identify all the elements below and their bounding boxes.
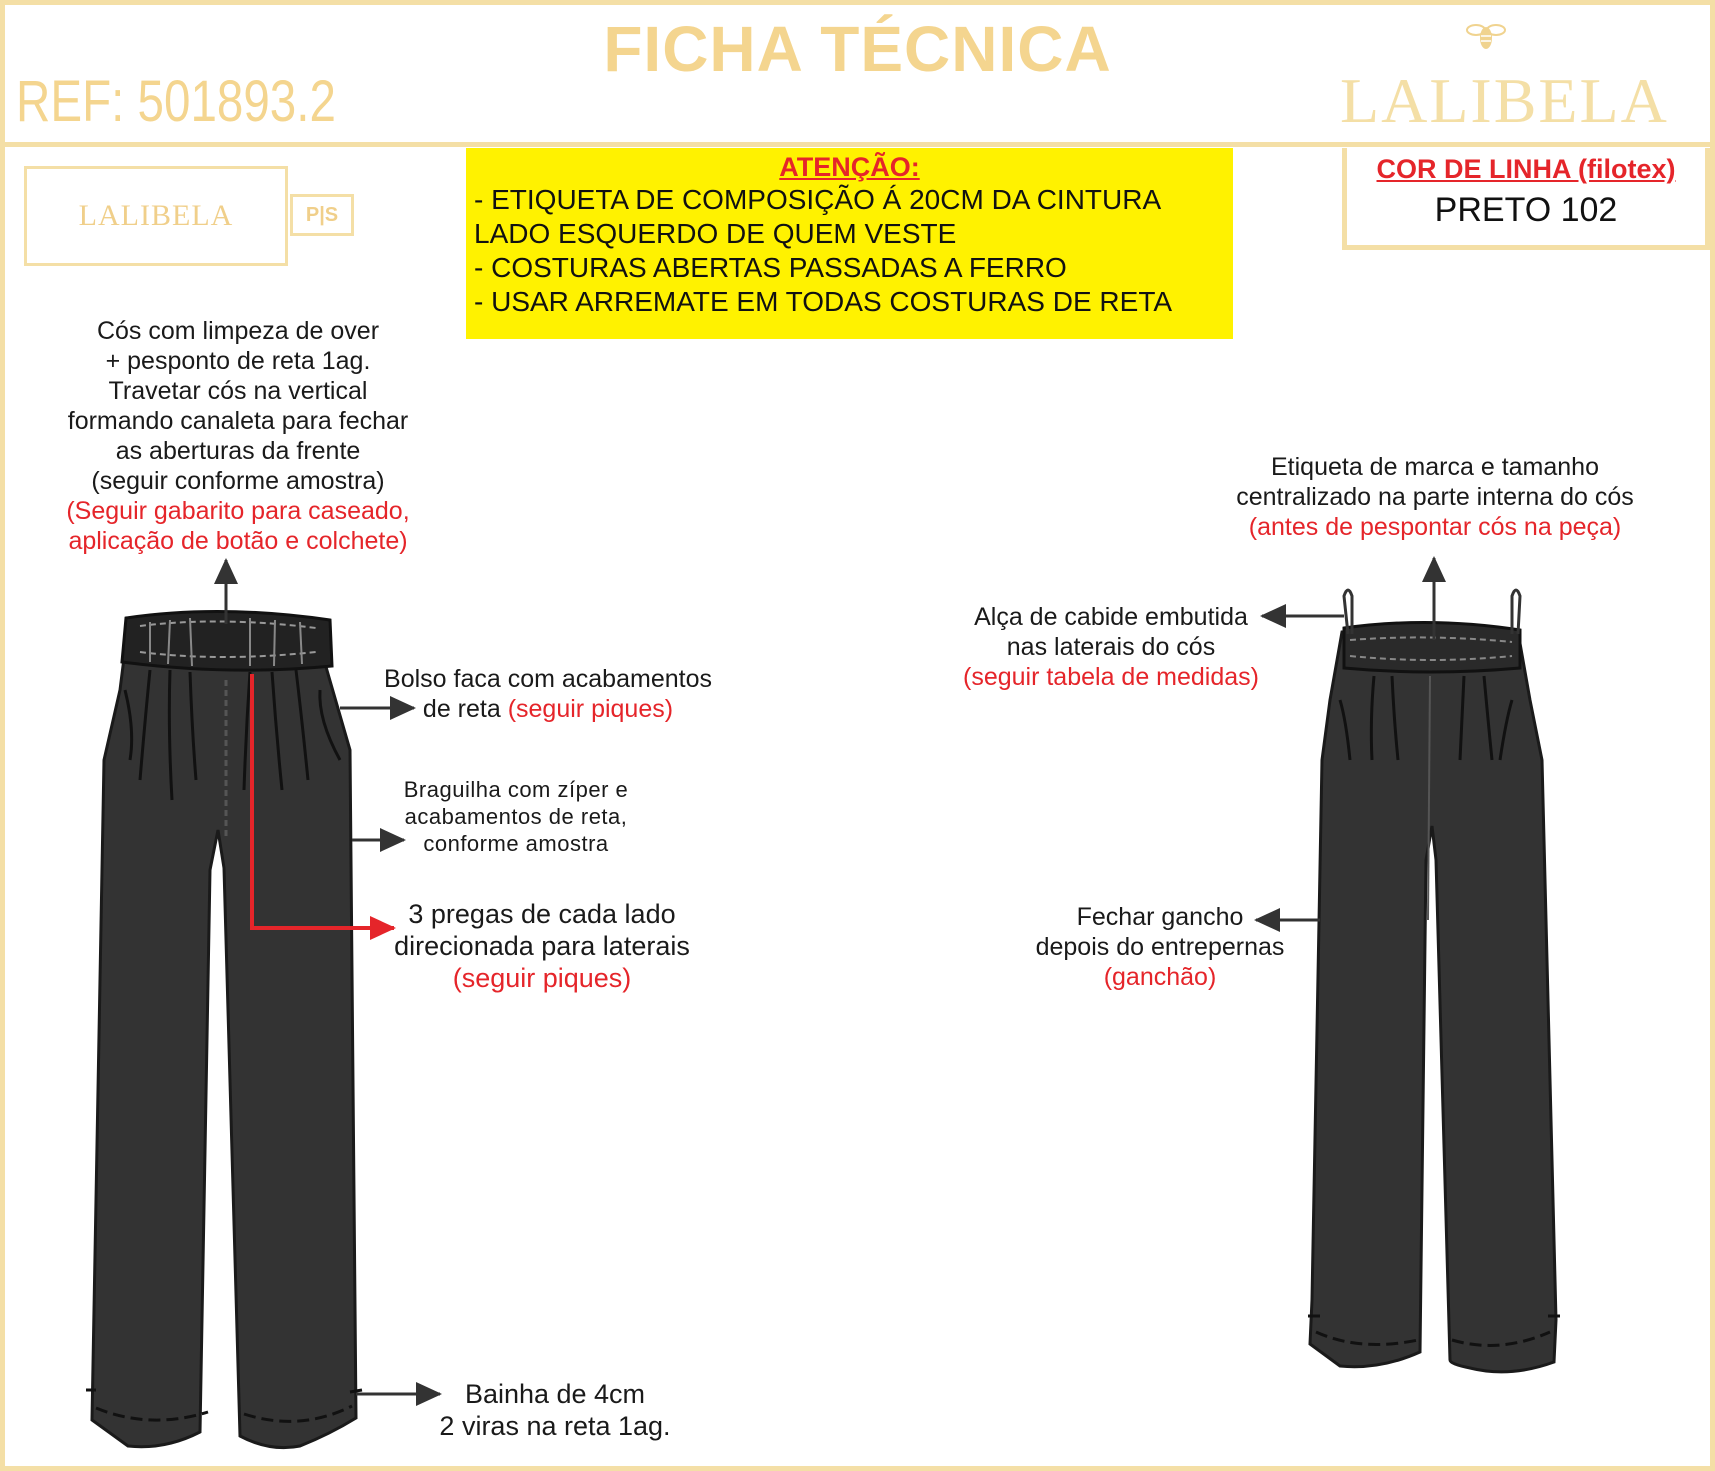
note-line: (seguir conforme amostra) — [91, 467, 385, 495]
note-line: 2 viras na reta 1ag. — [439, 1411, 671, 1441]
note-line: Alça de cabide embutida — [974, 603, 1248, 631]
note-line: Fechar gancho — [1076, 903, 1244, 931]
note-line: as aberturas da frente — [115, 437, 361, 465]
note-line: Travetar cós na vertical — [108, 377, 368, 405]
note-line-red: (seguir tabela de medidas) — [963, 663, 1259, 691]
note-line-red: (ganchão) — [1103, 963, 1217, 991]
reference-number: REF: 501893.2 — [16, 69, 336, 134]
note-line: direcionada para laterais — [394, 931, 690, 961]
note-line: centralizado na parte interna do cós — [1236, 483, 1634, 511]
attention-title: ATENÇÃO: — [779, 152, 920, 182]
note-line: Cós com limpeza de over — [96, 317, 380, 345]
note-line-red: (Seguir gabarito para caseado, — [66, 497, 410, 525]
note-line-red: (seguir piques) — [452, 963, 632, 993]
note-line: conforme amostra — [423, 831, 609, 856]
note-text-red: (seguir piques) — [507, 695, 674, 723]
note-line: Etiqueta de marca e tamanho — [1271, 453, 1599, 481]
attention-line: - COSTURAS ABERTAS PASSADAS A FERRO — [474, 252, 1067, 283]
thread-color-title: COR DE LINHA (filotex) — [1376, 154, 1676, 184]
note-line: nas laterais do cós — [1006, 633, 1216, 661]
note-text: de reta — [422, 695, 508, 723]
label-brand-text: LALIBELA — [78, 199, 234, 232]
size-text: P|S — [305, 203, 339, 226]
note-line-red: aplicação de botão e colchete) — [68, 527, 408, 555]
note-line: depois do entrepernas — [1035, 933, 1285, 961]
brand-logo: LALIBELA — [1340, 65, 1669, 136]
front-pants-drawing — [86, 611, 362, 1447]
attention-line: - USAR ARREMATE EM TODAS COSTURAS DE RETA — [474, 286, 1173, 317]
attention-line: - ETIQUETA DE COMPOSIÇÃO Á 20CM DA CINTURA — [474, 184, 1162, 215]
note-line: + pesponto de reta 1ag. — [105, 347, 371, 375]
back-pants-drawing — [1308, 590, 1560, 1372]
attention-line: LADO ESQUERDO DE QUEM VESTE — [474, 218, 957, 249]
note-line-red: (antes de pespontar cós na peça) — [1248, 513, 1622, 541]
note-line: Bainha de 4cm — [464, 1379, 646, 1409]
note-line: formando canaleta para fechar — [67, 407, 409, 435]
note-line: 3 pregas de cada lado — [408, 899, 676, 929]
note-line: Bolso faca com acabamentos — [384, 665, 712, 693]
thread-color-value: PRETO 102 — [1434, 191, 1618, 229]
note-line: Braguilha com zíper e — [403, 777, 629, 802]
note-line: acabamentos de reta, — [404, 804, 628, 829]
page-title: FICHA TÉCNICA — [603, 13, 1112, 85]
